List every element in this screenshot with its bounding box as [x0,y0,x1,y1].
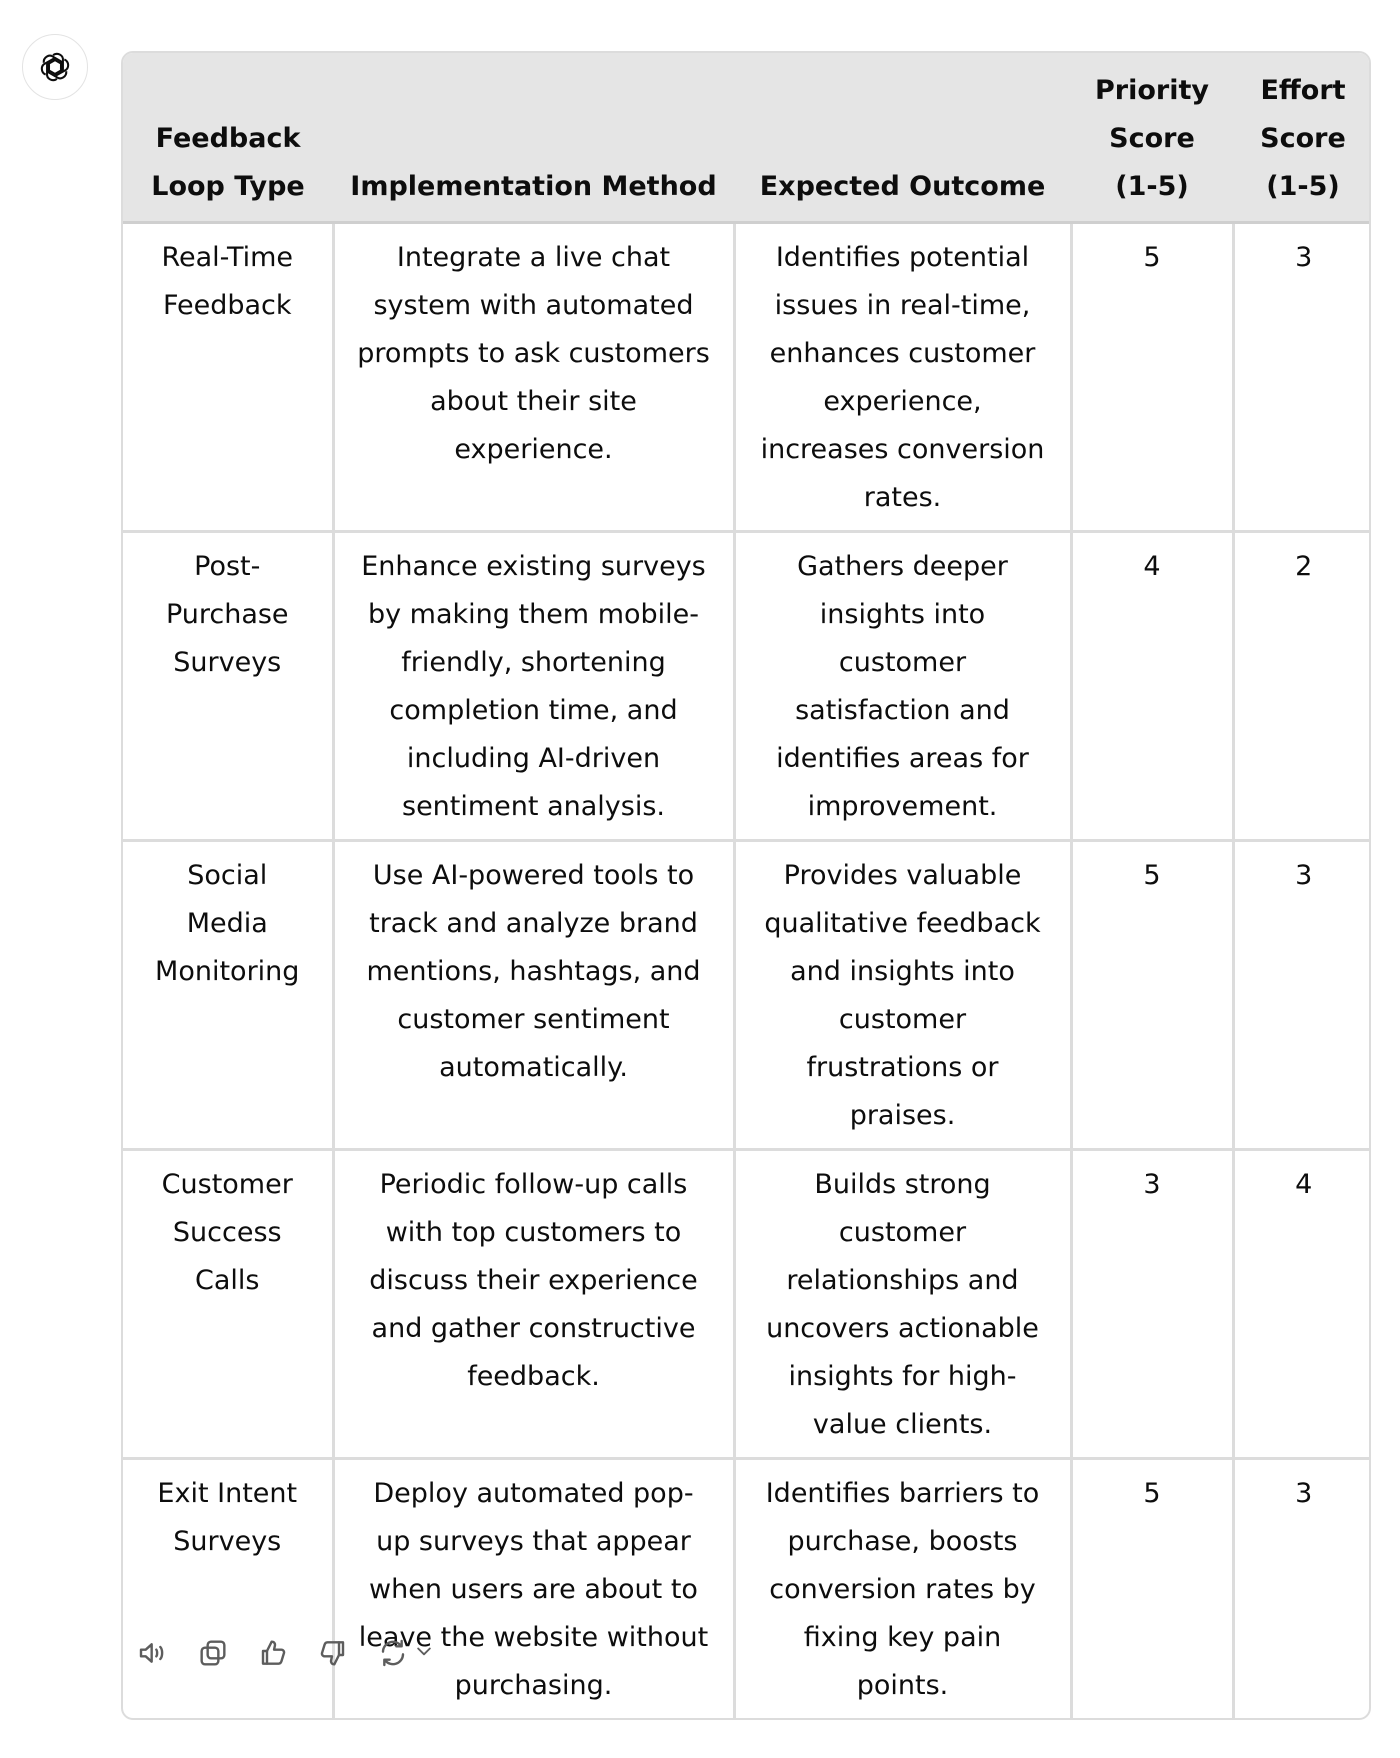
cell-effort-score: 3 [1233,223,1371,532]
cell-implementation-method: Deploy automated pop-up surveys that appear when users are about to leave the website without purchasing. [333,1459,734,1719]
header-feedback-loop-type: Feedback Loop Type [123,53,333,223]
cell-implementation-method: Integrate a live chat system with automated prompts to ask customers about their site experience. [333,223,734,532]
thumbs-down-icon [317,1637,349,1669]
cell-feedback-loop-type: Customer Success Calls [123,1150,333,1459]
model-switch-dropdown[interactable] [414,1641,434,1665]
regenerate-button[interactable] [376,1636,434,1670]
header-effort-score: Effort Score (1-5) [1233,53,1371,223]
copy-button[interactable] [196,1636,230,1670]
cell-expected-outcome: Provides valuable qualitative feedback and insights into customer frustrations or praises. [734,841,1071,1150]
cell-implementation-method: Enhance existing surveys by making them mobile-friendly, shortening completion time, and including AI-driven sentiment analysis. [333,532,734,841]
message-action-bar [136,1636,434,1670]
table-row [123,841,1371,1150]
good-response-button[interactable] [256,1636,290,1670]
table-row [123,1459,1371,1719]
cell-effort-score: 3 [1233,841,1371,1150]
speaker-icon [137,1637,169,1669]
cell-effort-score: 4 [1233,1150,1371,1459]
openai-logo-icon [36,48,74,86]
cell-effort-score: 3 [1295,1478,1313,1509]
cell-effort-score: 2 [1233,532,1371,841]
bad-response-button[interactable] [316,1636,350,1670]
cell-priority-score: 3 [1071,1150,1233,1459]
header-expected-outcome: Expected Outcome [734,53,1071,223]
cell-implementation-method: Periodic follow-up calls with top customers to discuss their experience and gather constructive feedback. [333,1150,734,1459]
cell-priority-score: 5 [1071,841,1233,1150]
cell-feedback-loop-type: Exit Intent Surveys [123,1459,333,1719]
read-aloud-button[interactable] [136,1636,170,1670]
cell-implementation-method: Use AI-powered tools to track and analyze brand mentions, hashtags, and customer sentiment automatically. [333,841,734,1150]
table-row [123,1150,1371,1459]
assistant-avatar [22,34,88,100]
table-header-row [123,53,1371,223]
thumbs-up-icon [257,1637,289,1669]
cell-expected-outcome: Gathers deeper insights into customer satisfaction and identifies areas for improvement. [734,532,1071,841]
header-priority-score: Priority Score (1-5) [1071,53,1233,223]
cell-feedback-loop-type: Social Media Monitoring [123,841,333,1150]
regenerate-icon [377,1637,409,1669]
cell-priority-score: 4 [1071,532,1233,841]
feedback-loop-table [121,51,1371,1720]
cell-priority-score: 5 [1071,223,1233,532]
cell-priority-score: 5 [1071,1459,1233,1719]
cell-expected-outcome: Identifies barriers to purchase, boosts conversion rates by fixing key pain points. [734,1459,1071,1719]
cell-expected-outcome: Builds strong customer relationships and uncovers actionable insights for high-value clients. [734,1150,1071,1459]
cell-feedback-loop-type: Post-Purchase Surveys [123,532,333,841]
cell-feedback-loop-type: Real-Time Feedback [123,223,333,532]
header-implementation-method: Implementation Method [333,53,734,223]
table-row [123,223,1371,532]
table-row [123,532,1371,841]
cell-expected-outcome: Identifies potential issues in real-time, enhances customer experience, increases conversion rates. [734,223,1071,532]
copy-icon [197,1637,229,1669]
chevron-down-icon [414,1641,434,1661]
